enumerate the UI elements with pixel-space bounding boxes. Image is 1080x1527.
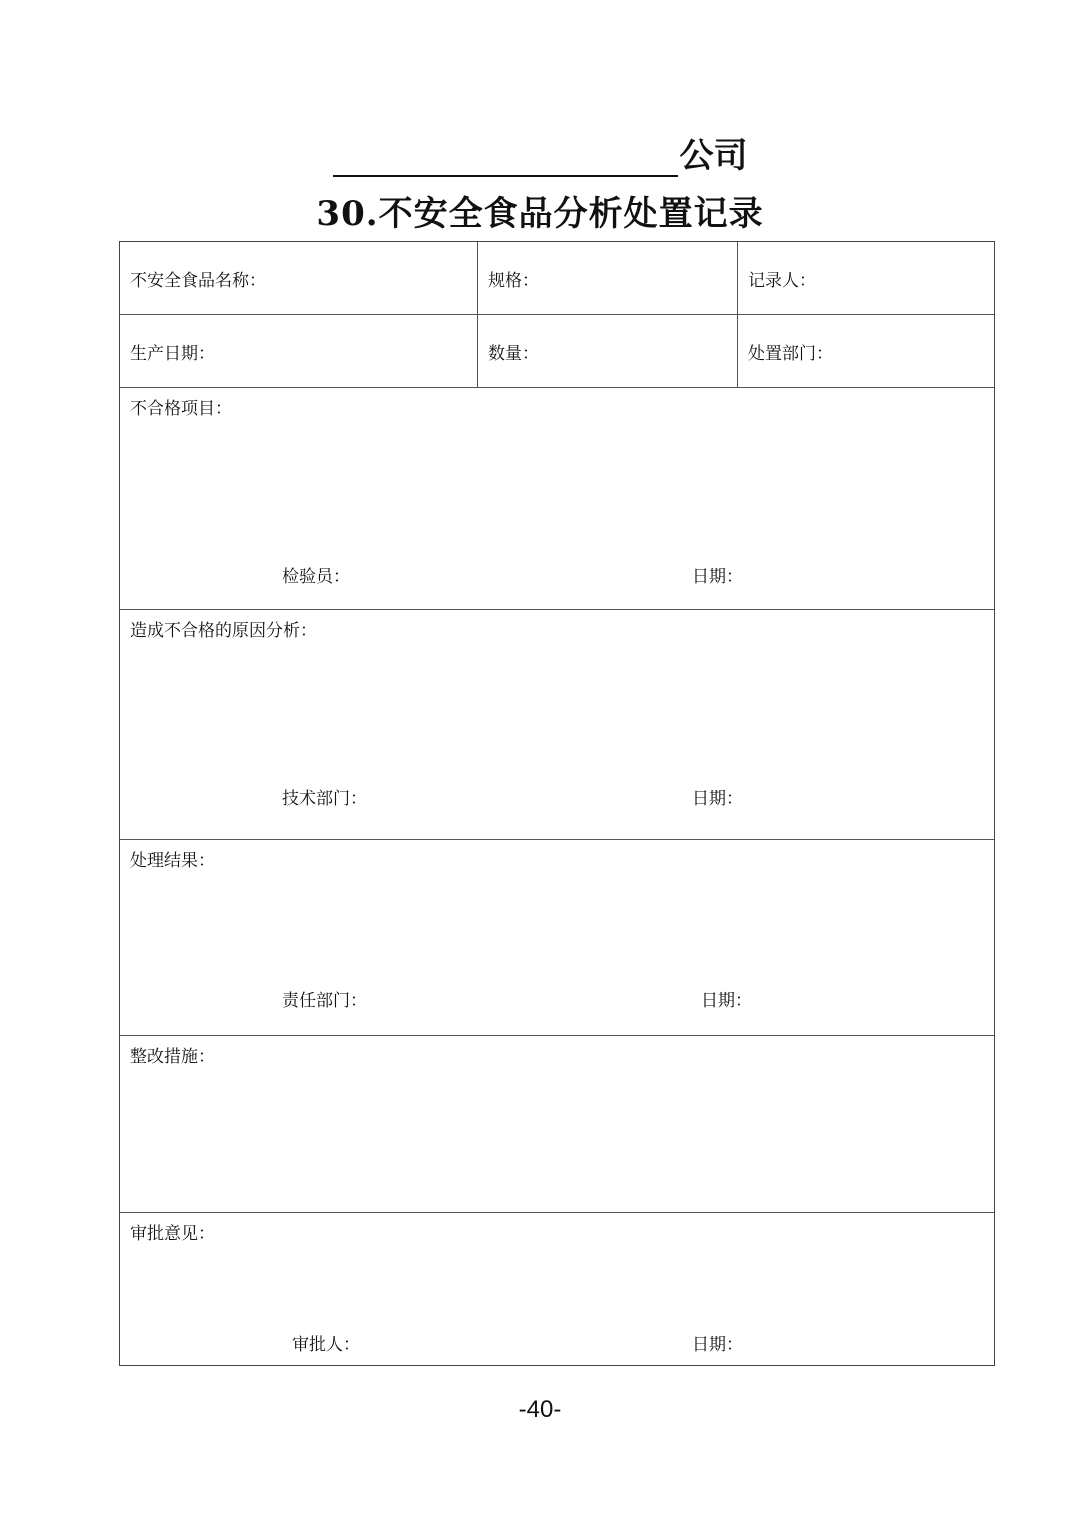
company-suffix: 公司 (679, 136, 748, 176)
cause-analysis-section[interactable] (120, 610, 994, 840)
page-number: -40- (518, 1396, 562, 1423)
cause-analysis-label: 造成不合格的原因分析： (130, 621, 317, 641)
corrective-measures-section[interactable] (120, 1036, 994, 1213)
approver-label: 审批人： (292, 1335, 360, 1355)
disposal-dept-field[interactable] (737, 315, 994, 387)
record-form (119, 241, 995, 1366)
food-name-label: 不安全食品名称： (130, 271, 266, 291)
nonconforming-section[interactable] (120, 388, 994, 610)
info-row-1 (120, 242, 994, 315)
recorder-label: 记录人： (748, 271, 816, 291)
cause-date-label: 日期： (692, 789, 743, 809)
company-name-line (0, 128, 1080, 177)
tech-dept-label: 技术部门： (282, 789, 367, 809)
approval-opinion-label: 审批意见： (130, 1224, 215, 1244)
handling-result-label: 处理结果： (130, 851, 215, 871)
nonconforming-date-label: 日期： (692, 567, 743, 587)
spec-label: 规格： (488, 271, 539, 291)
nonconforming-label: 不合格项目： (130, 399, 232, 419)
inspector-label: 检验员： (282, 567, 350, 587)
corrective-measures-label: 整改措施： (130, 1047, 215, 1067)
responsible-dept-label: 责任部门： (282, 991, 367, 1011)
recorder-field[interactable] (737, 242, 994, 314)
info-row-2 (120, 315, 994, 388)
approval-section[interactable] (120, 1213, 994, 1365)
result-date-label: 日期： (701, 991, 752, 1011)
company-name-blank[interactable] (333, 137, 678, 177)
production-date-label: 生产日期： (130, 344, 215, 364)
page-title: 30.不安全食品分析处置记录 (316, 194, 764, 234)
spec-field[interactable] (477, 242, 737, 314)
disposal-dept-label: 处置部门： (748, 344, 833, 364)
handling-result-section[interactable] (120, 840, 994, 1036)
approval-date-label: 日期： (692, 1335, 743, 1355)
production-date-field[interactable] (120, 315, 477, 387)
food-name-field[interactable] (120, 242, 477, 314)
quantity-field[interactable] (477, 315, 737, 387)
quantity-label: 数量： (488, 344, 539, 364)
